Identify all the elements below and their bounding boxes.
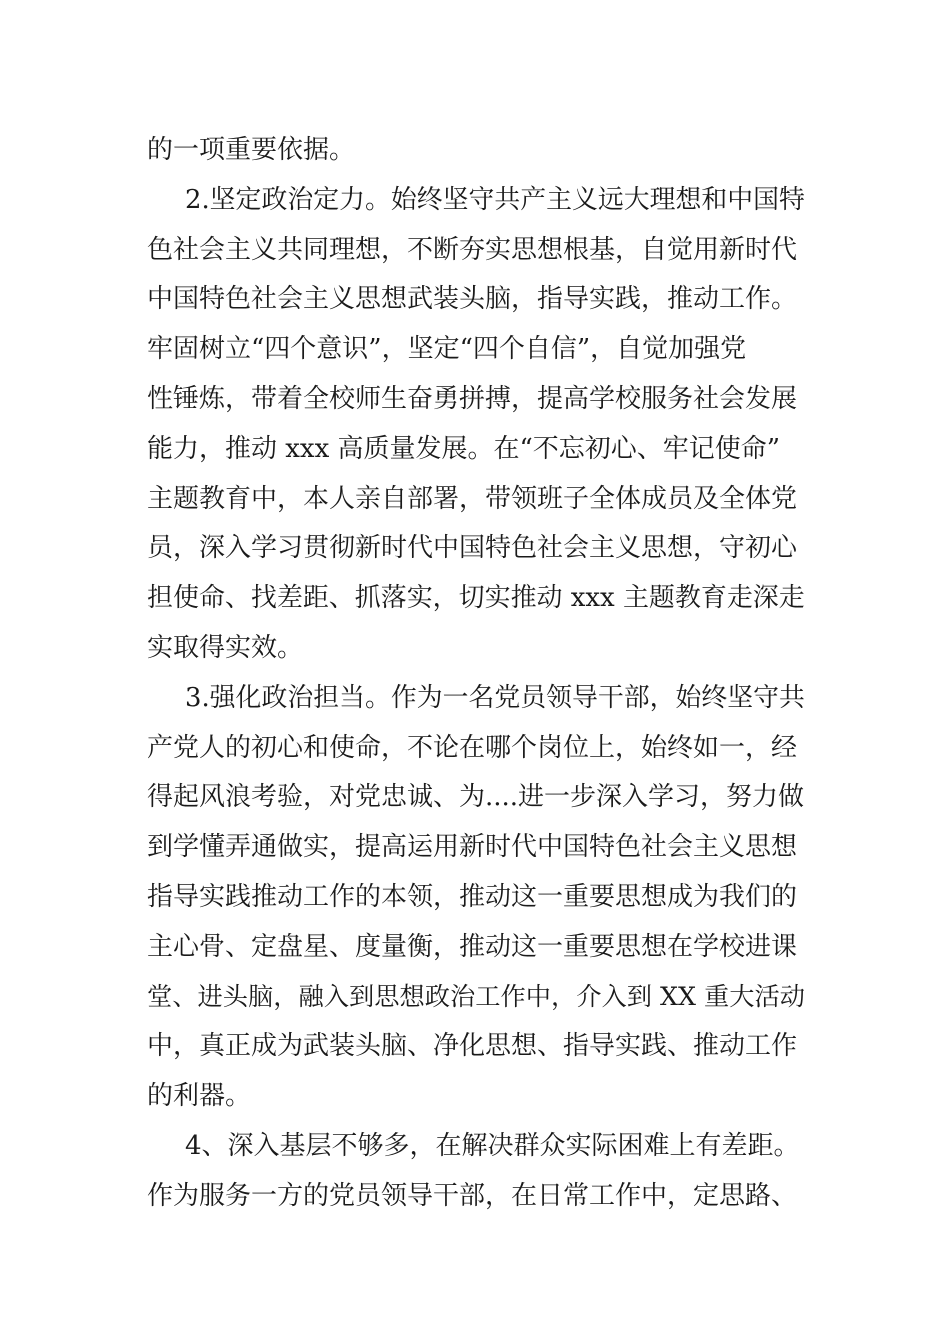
text-line: 作为服务一方的党员领导干部，在日常工作中，定思路、 xyxy=(147,1181,798,1211)
text-line: 2.坚定政治定力。始终坚守共产主义远大理想和中国特 xyxy=(185,185,805,215)
text-line: 主题教育中，本人亲自部署，带领班子全体成员及全体党 xyxy=(147,484,798,514)
text-line: 指导实践推动工作的本领，推动这一重要思想成为我们的 xyxy=(147,882,798,912)
text-line: 中国特色社会主义思想武装头脑，指导实践，推动工作。 xyxy=(147,284,798,314)
text-line: 牢固树立“四个意识”，坚定“四个自信”，自觉加强党 xyxy=(147,334,747,364)
text-line: 产党人的初心和使命，不论在哪个岗位上，始终如一，经 xyxy=(147,733,798,763)
text-line: 3.强化政治担当。作为一名党员领导干部，始终坚守共 xyxy=(185,683,805,713)
text-line: 堂、进头脑，融入到思想政治工作中，介入到 XX 重大活动 xyxy=(147,982,806,1011)
text-line: 色社会主义共同理想，不断夯实思想根基，自觉用新时代 xyxy=(147,235,798,265)
text-line: 性锤炼，带着全校师生奋勇拼搏，提高学校服务社会发展 xyxy=(147,384,798,414)
text-line: 4、深入基层不够多，在解决群众实际困难上有差距。 xyxy=(185,1131,800,1161)
text-line: 实取得实效。 xyxy=(147,633,304,663)
text-line: 的一项重要依据。 xyxy=(147,135,356,165)
text-line: 到学懂弄通做实，提高运用新时代中国特色社会主义思想 xyxy=(147,832,798,862)
text-line: 主心骨、定盘星、度量衡，推动这一重要思想在学校进课 xyxy=(147,932,798,962)
text-line: 中，真正成为武装头脑、净化思想、指导实践、推动工作 xyxy=(147,1031,798,1061)
text-line: 员，深入学习贯彻新时代中国特色社会主义思想，守初心 xyxy=(147,533,798,563)
text-line: 的利器。 xyxy=(147,1081,252,1111)
text-line: 能力，推动 xxx 高质量发展。在“不忘初心、牢记使命” xyxy=(147,434,781,464)
text-line: 担使命、找差距、抓落实，切实推动 xxx 主题教育走深走 xyxy=(147,583,805,613)
text-line: 得起风浪考验，对党忠诚、为....进一步深入学习，努力做 xyxy=(147,782,805,812)
